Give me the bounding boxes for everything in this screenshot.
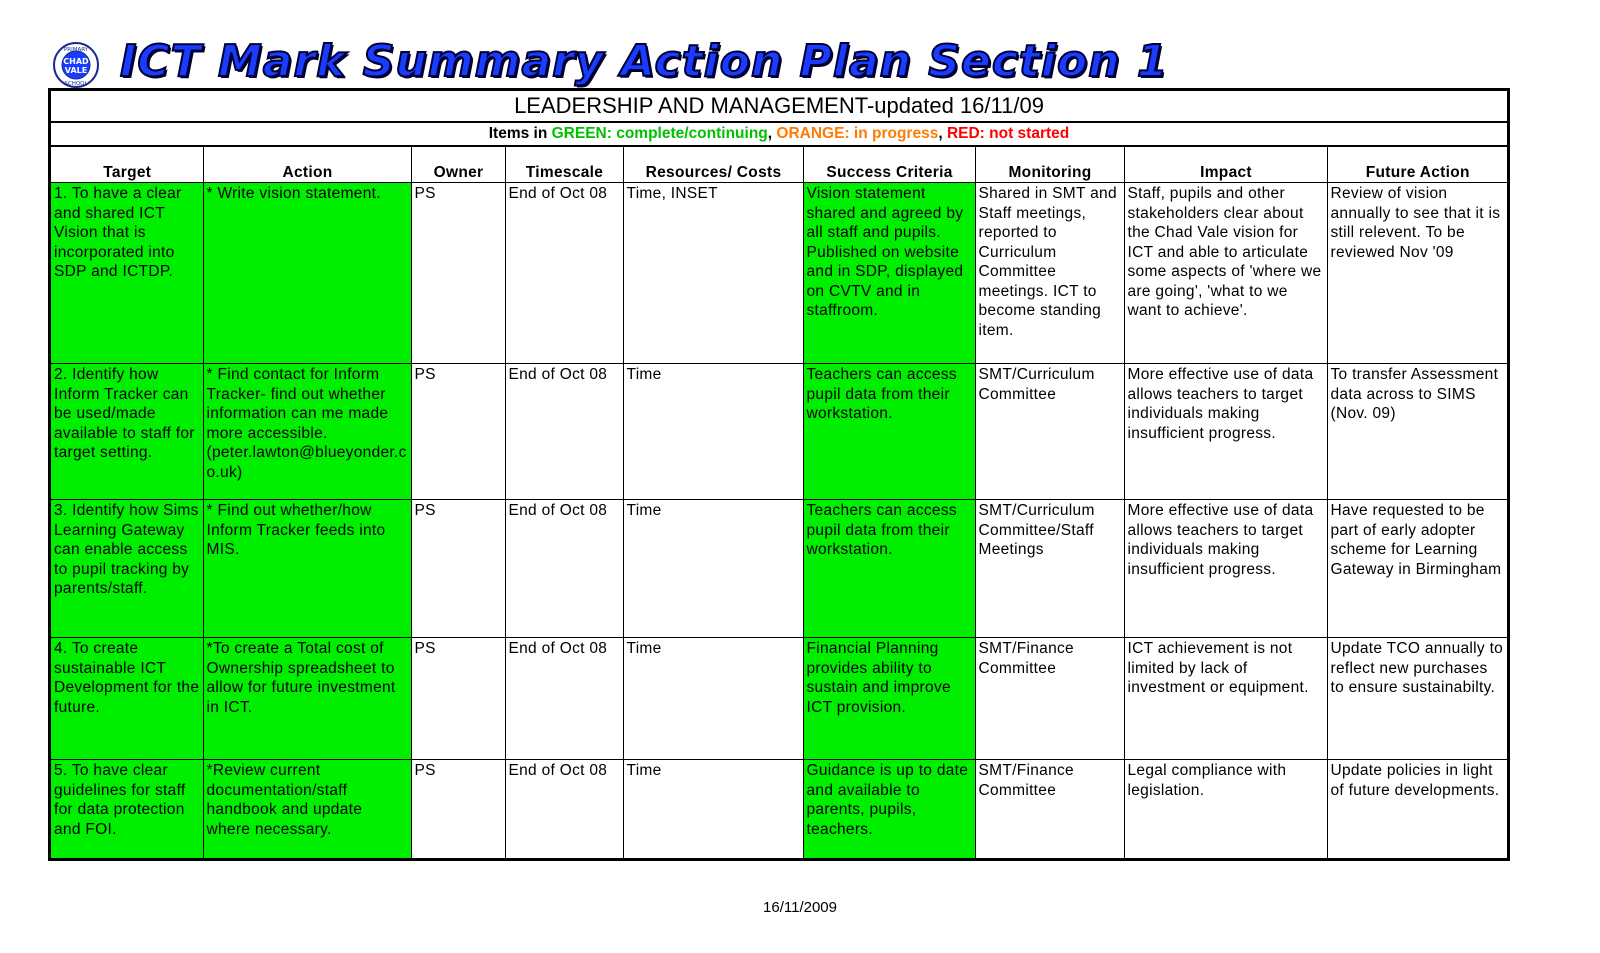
column-header-impact: Impact	[1124, 147, 1327, 183]
future-action-cell: Update TCO annually to reflect new purchases to ensure sustainabilty.	[1327, 638, 1507, 760]
target-cell: 3. Identify how Sims Learning Gateway can enable access to pupil tracking by parents/staff.	[51, 500, 203, 638]
column-header-timescale: Timescale	[505, 147, 623, 183]
action-plan-table	[51, 147, 1507, 858]
school-logo-icon	[48, 42, 104, 88]
resources-cell: Time	[623, 500, 803, 638]
future-action-cell: Review of vision annually to see that it is still relevent. To be reviewed Nov '09	[1327, 183, 1507, 364]
timescale-cell: End of Oct 08	[505, 364, 623, 500]
column-header-monitoring: Monitoring	[975, 147, 1124, 183]
impact-cell: More effective use of data allows teachers to target individuals making insufficient progress.	[1124, 364, 1327, 500]
logo-text-top: PRIMARY	[63, 47, 89, 53]
logo-text-vale: VALE	[64, 66, 88, 75]
owner-cell: PS	[411, 760, 505, 858]
table-row	[51, 183, 1507, 364]
success-criteria-cell: Guidance is up to date and available to parents, pupils, teachers.	[803, 760, 975, 858]
column-header-resources: Resources/ Costs	[623, 147, 803, 183]
table-row	[51, 760, 1507, 858]
section-banner: LEADERSHIP AND MANAGEMENT-updated 16/11/09	[51, 91, 1507, 123]
owner-cell: PS	[411, 638, 505, 760]
resources-cell: Time	[623, 760, 803, 858]
resources-cell: Time, INSET	[623, 183, 803, 364]
column-header-future-action: Future Action	[1327, 147, 1507, 183]
owner-cell: PS	[411, 364, 505, 500]
monitoring-cell: SMT/Finance Committee	[975, 638, 1124, 760]
monitoring-cell: SMT/Curriculum Committee	[975, 364, 1124, 500]
owner-cell: PS	[411, 183, 505, 364]
timescale-cell: End of Oct 08	[505, 500, 623, 638]
footer-date: 16/11/2009	[763, 899, 837, 916]
table-row	[51, 500, 1507, 638]
table-header-row	[51, 147, 1507, 183]
action-cell: * Find contact for Inform Tracker- find out whether information can me made more accessible. (peter.lawton@blueyonder.co.uk)	[203, 364, 411, 500]
owner-cell: PS	[411, 500, 505, 638]
impact-cell: Staff, pupils and other stakeholders clear about the Chad Vale vision for ICT and able to articulate some aspects of 'where we are going', 'what to we want to achieve'.	[1124, 183, 1327, 364]
resources-cell: Time	[623, 364, 803, 500]
column-header-success-criteria: Success Criteria	[803, 147, 975, 183]
target-cell: 5. To have clear guidelines for staff for data protection and FOI.	[51, 760, 203, 858]
legend-prefix: Items in	[488, 125, 552, 142]
column-header-action: Action	[203, 147, 411, 183]
success-criteria-cell: Teachers can access pupil data from their workstation.	[803, 500, 975, 638]
column-header-owner: Owner	[411, 147, 505, 183]
table-row	[51, 638, 1507, 760]
success-criteria-cell: Financial Planning provides ability to sustain and improve ICT provision.	[803, 638, 975, 760]
logo-text-bottom: SCHOOL	[64, 81, 88, 87]
target-cell: 1. To have a clear and shared ICT Vision that is incorporated into SDP and ICTDP.	[51, 183, 203, 364]
monitoring-cell: Shared in SMT and Staff meetings, reported to Curriculum Committee meetings. ICT to become standing item.	[975, 183, 1124, 364]
action-cell: * Find out whether/how Inform Tracker feeds into MIS.	[203, 500, 411, 638]
impact-cell: More effective use of data allows teachers to target individuals making insufficient progress.	[1124, 500, 1327, 638]
success-criteria-cell: Teachers can access pupil data from their workstation.	[803, 364, 975, 500]
action-cell: *To create a Total cost of Ownership spreadsheet to allow for future investment in ICT.	[203, 638, 411, 760]
page-header	[48, 36, 1500, 90]
table-row	[51, 364, 1507, 500]
timescale-cell: End of Oct 08	[505, 638, 623, 760]
status-legend	[51, 123, 1507, 147]
legend-separator: ,	[767, 125, 777, 142]
target-cell: 2. Identify how Inform Tracker can be used/made available to staff for target setting.	[51, 364, 203, 500]
legend-separator: ,	[938, 125, 947, 142]
success-criteria-cell: Vision statement shared and agreed by all staff and pupils. Published on website and in SDP, displayed on CVTV and in staffroom.	[803, 183, 975, 364]
action-cell: *Review current documentation/staff handbook and update where necessary.	[203, 760, 411, 858]
action-plan-sheet	[48, 88, 1510, 861]
resources-cell: Time	[623, 638, 803, 760]
future-action-cell: To transfer Assessment data across to SIMS (Nov. 09)	[1327, 364, 1507, 500]
legend-red: RED: not started	[946, 125, 1070, 142]
impact-cell: ICT achievement is not limited by lack of investment or equipment.	[1124, 638, 1327, 760]
timescale-cell: End of Oct 08	[505, 183, 623, 364]
future-action-cell: Update policies in light of future developments.	[1327, 760, 1507, 858]
page-title: ICT Mark Summary Action Plan Section 1	[120, 36, 1169, 87]
column-header-target: Target	[51, 147, 203, 183]
action-cell: * Write vision statement.	[203, 183, 411, 364]
future-action-cell: Have requested to be part of early adopter scheme for Learning Gateway in Birmingham	[1327, 500, 1507, 638]
logo-text-chad: CHAD	[63, 57, 89, 66]
impact-cell: Legal compliance with legislation.	[1124, 760, 1327, 858]
legend-green: GREEN: complete/continuing	[551, 125, 768, 142]
monitoring-cell: SMT/Finance Committee	[975, 760, 1124, 858]
target-cell: 4. To create sustainable ICT Development for the future.	[51, 638, 203, 760]
timescale-cell: End of Oct 08	[505, 760, 623, 858]
legend-orange: ORANGE: in progress	[776, 125, 939, 142]
monitoring-cell: SMT/Curriculum Committee/Staff Meetings	[975, 500, 1124, 638]
